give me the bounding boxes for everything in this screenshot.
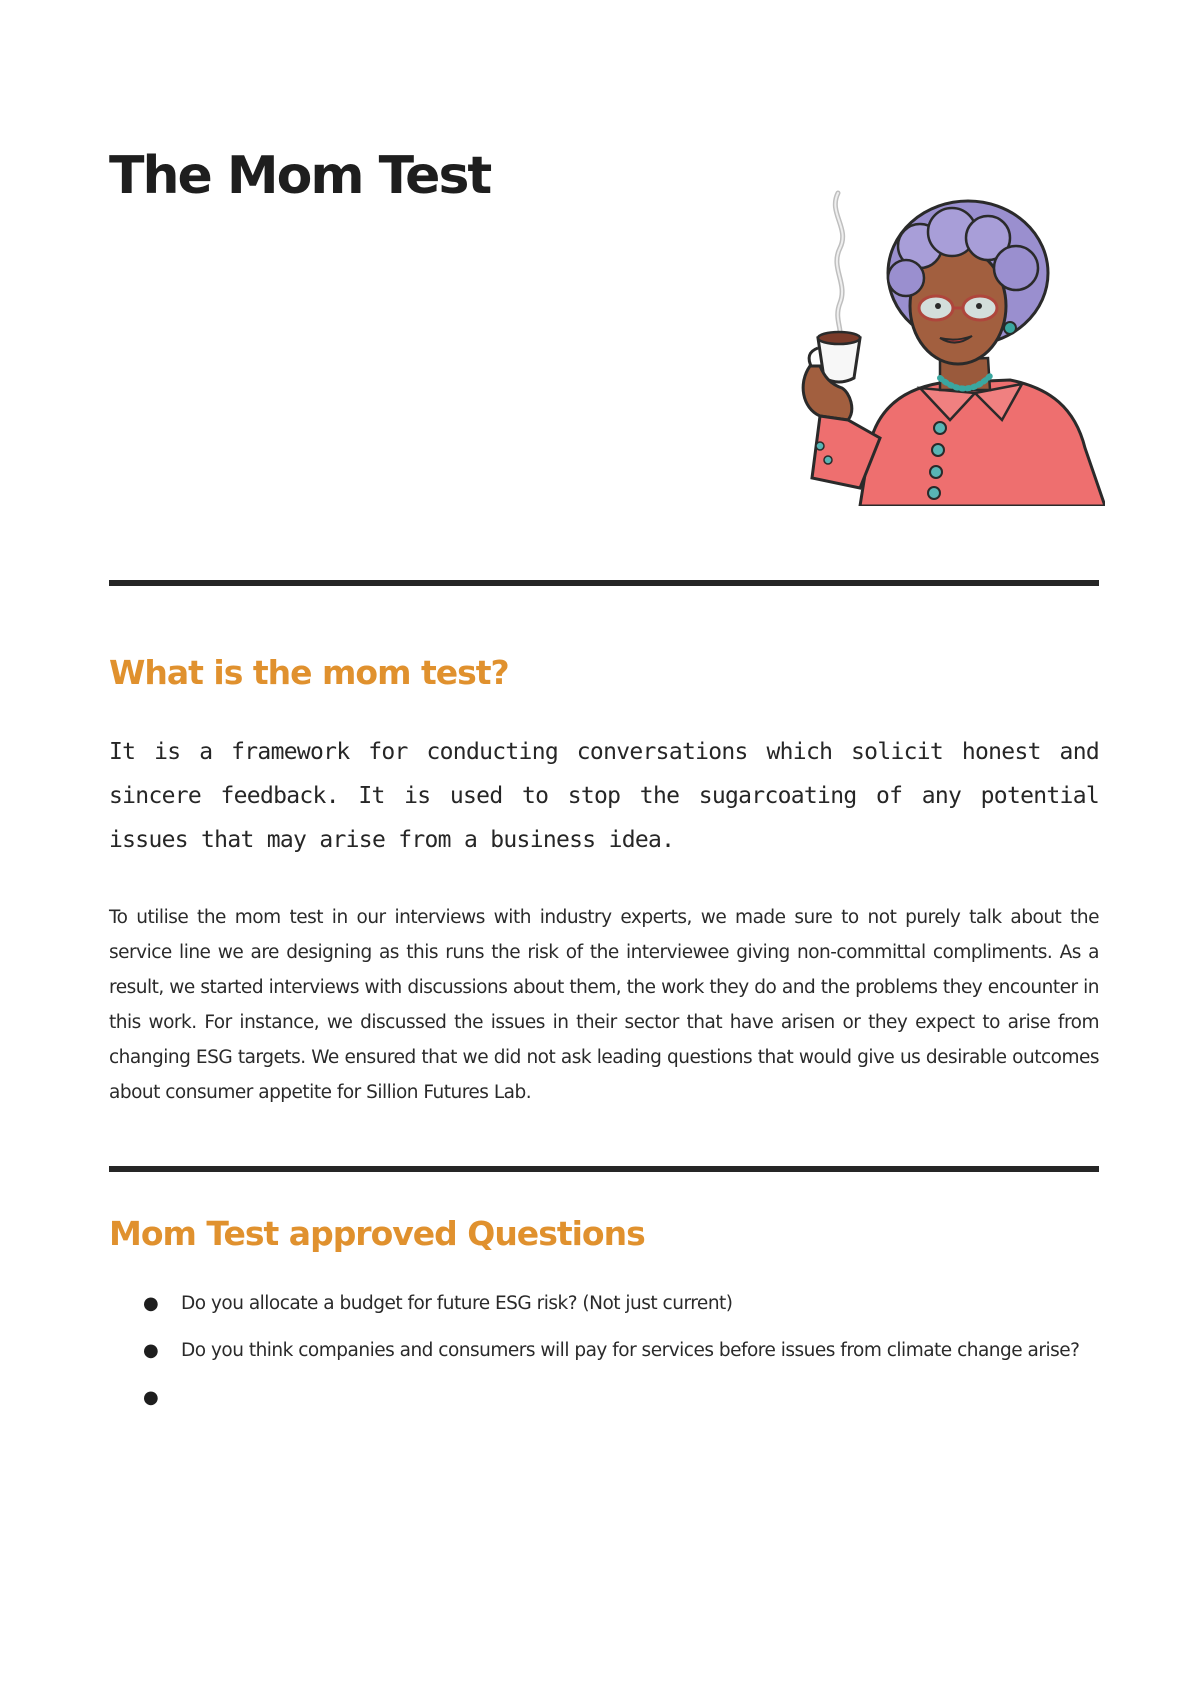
question-list [109,1286,1099,1427]
list-item-text: Do you think companies and consumers will pay for services before issues from climate change arise? [181,1340,1080,1361]
lead-paragraph: It is a framework for conducting conversations which solicit honest and sincere feedback. It is used to stop the sugarcoating of any potential issues that may arise from a business idea. [109,739,1099,853]
bullet-icon: ● [143,1293,159,1314]
bullet-icon: ● [143,1340,159,1361]
section-heading-questions: Mom Test approved Questions [109,1214,645,1253]
section-heading-what-is: What is the mom test? [109,653,509,692]
divider-middle [109,1166,1099,1172]
divider-top [109,580,1099,586]
list-item-text: Do you allocate a budget for future ESG risk? (Not just current) [181,1293,733,1314]
page-title: The Mom Test [109,146,491,206]
list-item [109,1380,1099,1415]
elderly-woman-coffee-illustration [790,188,1105,506]
body-paragraph: To utilise the mom test in our interviews with industry experts, we made sure to not purely talk about the service line we are designing as this runs the risk of the interviewee giving non-committal compliments. As a result, we started interviews with discussions about them, the work they do and the problems they encounter in this work. For instance, we discussed the issues in their sector that have arisen or they expect to arise from changing ESG targets. We ensured that we did not ask leading questions that would give us desirable outcomes about consumer appetite for Sillion Futures Lab. [109,907,1099,1103]
bullet-icon: ● [143,1387,159,1408]
list-item [109,1286,1099,1321]
list-item [109,1333,1099,1368]
